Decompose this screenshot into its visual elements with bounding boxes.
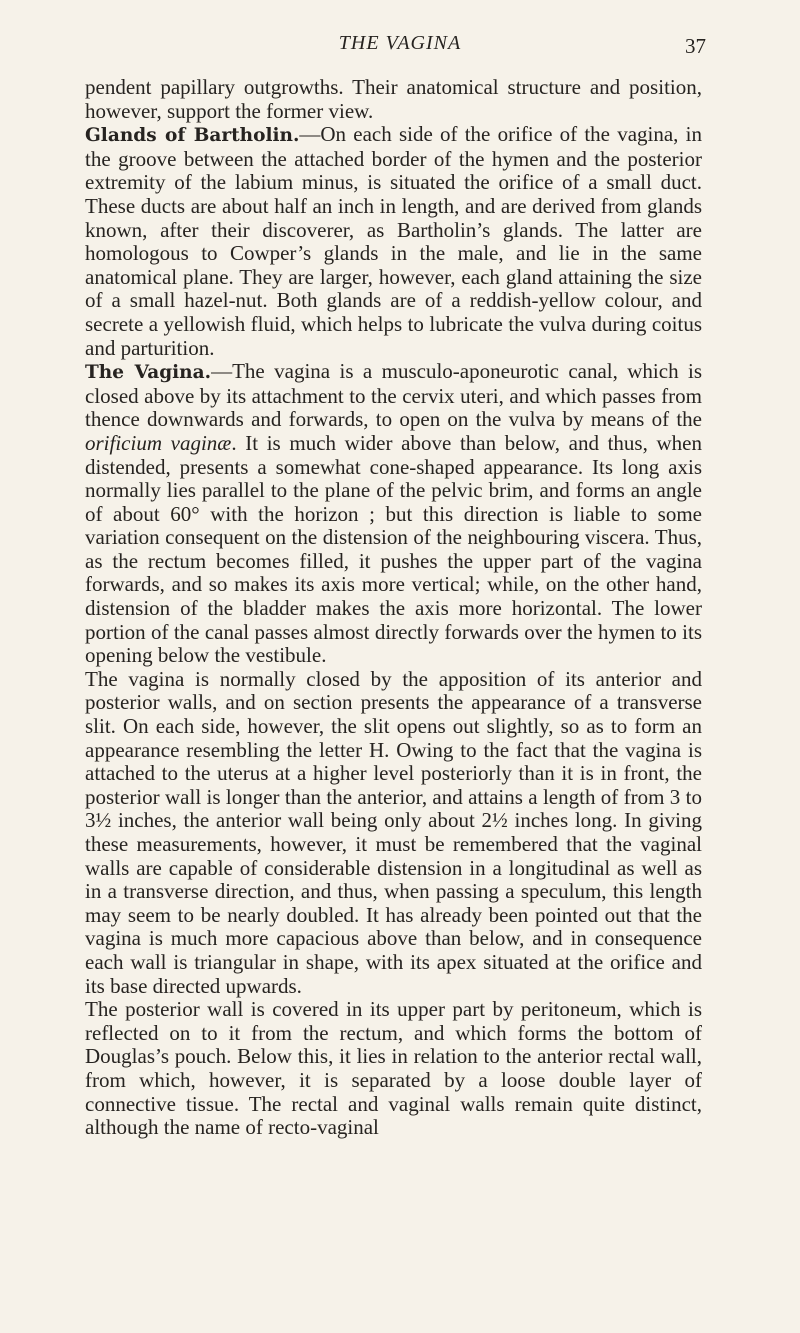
page-number: 37: [685, 34, 706, 58]
paragraph-text: . It is much wider above than below, and thus, when distended, presents a somewhat cone-shaped appearance. Its long axis normally lies parallel to the plane of the pelvic brim, and forms an angle of about 60° with the horizon ; but this direction is liable to some variation consequent on the distension of the neighbouring viscera. Thus, as the rectum becomes filled, it pushes the upper part of the vagina forwards, and so makes its axis more vertical; while, on the other hand, distension of the bladder makes the axis more horizontal. The lower portion of the canal passes almost directly forwards over the hymen to its opening below the vestibule.: [85, 430, 702, 668]
paragraph-text: The vagina is normally closed by the apposition of its anterior and posterior walls, and on section presents the appearance of a transverse slit. On each side, however, the slit opens out slightly, so as to form an appearance resembling the letter H. Owing to the fact that the vagina is attached to the uterus at a higher level posteriorly than it is in front, the posterior wall is longer than the anterior, and attains a length of from 3 to 3½ inches, the anterior wall being only about 2½ inches long. In giving these measurements, however, it must be remembered that the vaginal walls are capable of considerable distension in a longitudinal as well as in a transverse direction, and thus, when passing a speculum, this length may seem to be nearly doubled. It has already been pointed out that the vagina is much more capacious above than below, and in consequence each wall is triangular in shape, with its apex situated at the orifice and its base directed upwards.: [85, 666, 702, 998]
paragraph-text: The posterior wall is covered in its upper part by peritoneum, which is reflected on to it from the rectum, and which forms the bottom of Douglas’s pouch. Below this, it lies in relation to the anterior rectal wall, from which, however, it is separated by a loose double layer of connective tissue. The rectal and vaginal walls remain quite distinct, although the name of recto-vaginal: [85, 997, 702, 1140]
paragraph-the-vagina: [85, 360, 702, 668]
paragraph-text: —On each side of the orifice of the vagina, in the groove between the attached border of the hymen and the posterior extremity of the labium minus, is situated the orifice of a small duct. These ducts are about half an inch in length, and are derived from glands known, after their discoverer, as Bartholin’s glands. The latter are homologous to Cowper’s glands in the male, and lie in the same anatomical plane. They are larger, however, each gland attaining the size of a small hazel-nut. Both glands are of a reddish-yellow colour, and secrete a yellowish fluid, which helps to lubricate the vulva during coitus and parturition.: [85, 122, 702, 360]
paragraph-text: —The vagina is a musculo-aponeurotic canal, which is closed above by its attachment to the cervix uteri, and which passes from thence downwards and forwards, to open on the vulva by means of the: [85, 359, 703, 432]
running-title: THE VAGINA: [338, 32, 462, 54]
running-header: [0, 18, 800, 58]
paragraph-glands-of-bartholin: [85, 123, 702, 360]
section-heading-the-vagina: The Vagina.: [85, 362, 212, 384]
paragraph-1: [85, 76, 702, 123]
section-heading-glands-of-bartholin: Glands of Bartholin.: [85, 125, 300, 147]
body-text: [85, 76, 702, 1140]
latin-term: orificium vaginæ: [85, 430, 232, 455]
paragraph-5: [85, 998, 702, 1140]
paragraph-text: pendent papillary outgrowths. Their anatomical structure and position, however, support the former view.: [85, 75, 702, 123]
paragraph-4: [85, 668, 702, 998]
